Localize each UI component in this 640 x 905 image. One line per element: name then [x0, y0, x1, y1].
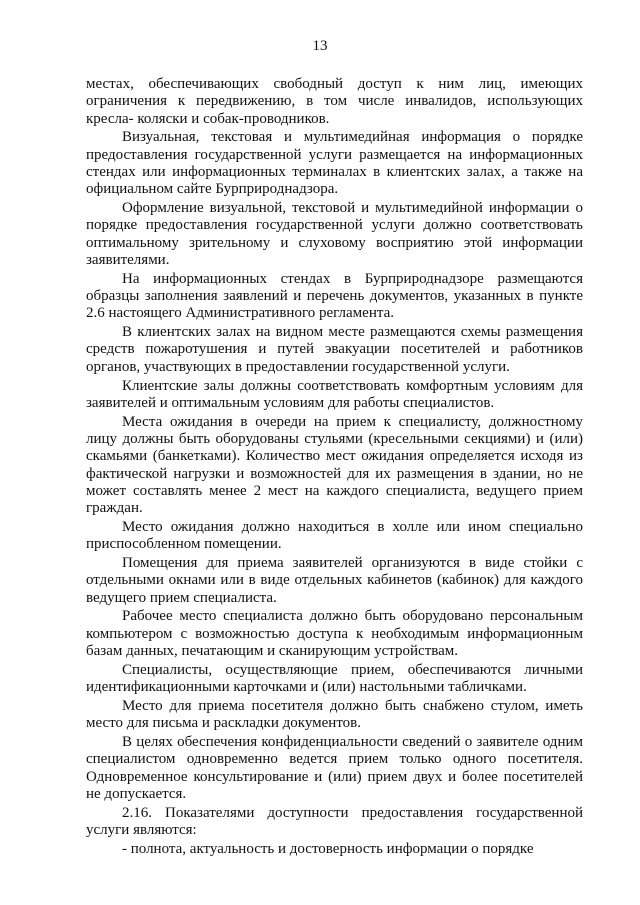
document-body	[86, 76, 583, 860]
paragraph-reception-rooms: Помещения для приема заявителей организуются в виде стойки с отдельными окнами или в виде отдельных кабинетов (кабинок) для каждого ведущего прием специалиста.	[86, 555, 583, 606]
paragraph-visual-info: Визуальная, текстовая и мультимедийная информация о порядке предоставления государственной услуги размещается на информационных стендах или информационных терминалах в клиентских залах, а также на официальном сайте Бурприроднадзора.	[86, 129, 583, 198]
paragraph-workplace: Рабочее место специалиста должно быть оборудовано персональным компьютером с возможностью доступа к необходимым информационным базам данных, печатающим и сканирующим устройствам.	[86, 608, 583, 659]
paragraph-id-cards: Специалисты, осуществляющие прием, обеспечиваются личными идентификационными карточками и (или) настольными табличками.	[86, 661, 583, 696]
paragraph-continuation: местах, обеспечивающих свободный доступ к ним лиц, имеющих ограничения к передвижению, в том числе инвалидов, использующих кресла- коляски и собак-проводников.	[86, 76, 583, 127]
paragraph-client-halls: Клиентские залы должны соответствовать комфортным условиям для заявителей и оптимальным условиям для работы специалистов.	[86, 377, 583, 411]
paragraph-waiting-location: Место ожидания должно находиться в холле или ином специально приспособленном помещении.	[86, 518, 583, 553]
page-number: 13	[312, 38, 328, 54]
paragraph-design: Оформление визуальной, текстовой и мультимедийной информации о порядке предоставления государственной услуги должно соответствовать оптимальному зрительному и слуховому восприятию этой информации заявителями.	[86, 200, 583, 268]
paragraph-section-2-16: 2.16. Показателями доступности предоставления государственной услуги являются:	[86, 804, 583, 838]
paragraph-list-item: - полнота, актуальность и достоверность информации о порядке	[122, 840, 534, 857]
paragraph-visitor-place: Место для приема посетителя должно быть снабжено стулом, иметь место для письма и раскладки документов.	[86, 697, 583, 732]
paragraph-confidentiality: В целях обеспечения конфиденциальности сведений о заявителе одним специалистом одновременно ведется прием только одного посетителя. Одновременное консультирование и (или) прием двух и более посетителей не допускается.	[86, 733, 583, 802]
paragraph-info-stands: На информационных стендах в Бурприроднадзоре размещаются образцы заполнения заявлений и перечень документов, указанных в пункте 2.6 настоящего Административного регламента.	[86, 270, 583, 322]
paragraph-evacuation-schemes: В клиентских залах на видном месте размещаются схемы размещения средств пожаротушения и путей эвакуации посетителей и работников органов, участвующих в предоставлении государственной услуги.	[86, 324, 583, 375]
paragraph-waiting-places: Места ожидания в очереди на прием к специалисту, должностному лицу должны быть оборудованы стульями (кресельными секциями) и (или) скамьями (банкетками). Количество мест ожидания определяется исходя из фактической нагрузки и возможностей для их размещения в здании, но не может составлять менее 2 мест на каждого специалиста, ведущего прием граждан.	[86, 413, 583, 517]
